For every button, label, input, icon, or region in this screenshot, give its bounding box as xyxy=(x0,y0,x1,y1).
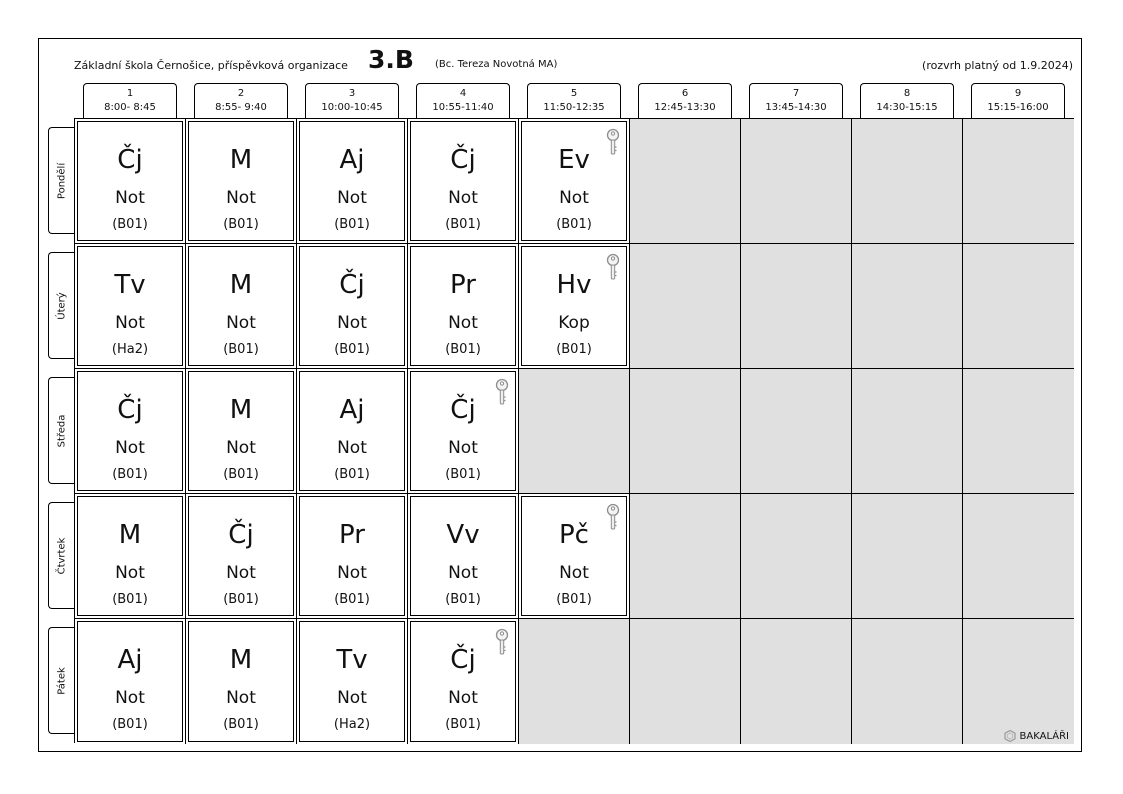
lesson-teacher: Not xyxy=(115,313,145,333)
period-number: 9 xyxy=(1014,88,1022,99)
brand-footer xyxy=(1004,730,1069,742)
period-number: 2 xyxy=(237,88,245,99)
empty-cell xyxy=(852,494,963,619)
lesson-box xyxy=(410,246,516,366)
period-time: 15:15-16:00 xyxy=(987,102,1049,113)
lesson-cell[interactable] xyxy=(186,619,297,744)
lesson-subject: Aj xyxy=(117,645,143,675)
lesson-room: (B01) xyxy=(445,467,481,482)
day-header-4 xyxy=(48,502,74,609)
lesson-cell[interactable] xyxy=(408,244,519,369)
lesson-subject: M xyxy=(229,270,253,300)
valid-from: (rozvrh platný od 1.9.2024) xyxy=(922,59,1073,72)
bakalari-logo-icon xyxy=(1004,730,1016,742)
lesson-cell[interactable] xyxy=(75,494,186,619)
empty-cell xyxy=(630,494,741,619)
empty-cell xyxy=(741,119,852,244)
lesson-box xyxy=(77,246,183,366)
period-time: 10:55-11:40 xyxy=(432,102,494,113)
period-header-7 xyxy=(749,83,843,118)
lesson-box xyxy=(77,371,183,491)
lesson-room: (B01) xyxy=(112,217,148,232)
lesson-teacher: Not xyxy=(115,438,145,458)
lesson-box xyxy=(410,371,516,491)
lesson-box xyxy=(299,121,405,241)
period-header-8 xyxy=(860,83,954,118)
lesson-cell[interactable] xyxy=(519,244,630,369)
lesson-teacher: Not xyxy=(337,188,367,208)
lesson-subject: Hv xyxy=(556,270,592,300)
lesson-box xyxy=(299,246,405,366)
day-name: Čtvrtek xyxy=(56,537,67,574)
lesson-cell[interactable] xyxy=(186,494,297,619)
lesson-subject: Aj xyxy=(339,395,365,425)
lesson-box xyxy=(410,121,516,241)
empty-cell xyxy=(630,244,741,369)
lesson-subject: Vv xyxy=(446,520,480,550)
lesson-room: (B01) xyxy=(556,342,592,357)
lesson-cell[interactable] xyxy=(408,494,519,619)
period-time: 14:30-15:15 xyxy=(876,102,938,113)
lesson-room: (B01) xyxy=(334,467,370,482)
timetable-grid xyxy=(74,118,1074,743)
empty-cell xyxy=(963,619,1074,744)
lesson-room: (B01) xyxy=(445,217,481,232)
day-name: Středa xyxy=(56,414,67,447)
empty-cell xyxy=(519,369,630,494)
period-number: 5 xyxy=(570,88,578,99)
lesson-teacher: Not xyxy=(448,313,478,333)
lesson-room: (B01) xyxy=(556,217,592,232)
lesson-teacher: Not xyxy=(226,313,256,333)
lesson-cell[interactable] xyxy=(408,369,519,494)
lesson-teacher: Not xyxy=(337,563,367,583)
lesson-teacher: Not xyxy=(448,438,478,458)
period-time: 11:50-12:35 xyxy=(543,102,605,113)
lesson-subject: M xyxy=(229,395,253,425)
period-time: 8:55- 9:40 xyxy=(215,102,267,113)
lesson-box xyxy=(299,371,405,491)
lesson-teacher: Not xyxy=(115,563,145,583)
period-number: 1 xyxy=(126,88,134,99)
day-header-1 xyxy=(48,127,74,234)
period-time: 12:45-13:30 xyxy=(654,102,716,113)
lesson-teacher: Not xyxy=(115,188,145,208)
lesson-teacher: Not xyxy=(559,188,589,208)
lesson-room: (B01) xyxy=(223,467,259,482)
lesson-room: (B01) xyxy=(445,342,481,357)
lesson-room: (B01) xyxy=(334,342,370,357)
lesson-room: (Ha2) xyxy=(333,717,371,732)
lesson-teacher: Not xyxy=(448,563,478,583)
empty-cell xyxy=(963,119,1074,244)
day-name: Úterý xyxy=(56,291,67,320)
lesson-teacher: Not xyxy=(448,688,478,708)
empty-cell xyxy=(963,494,1074,619)
lesson-teacher: Not xyxy=(226,563,256,583)
day-header-3 xyxy=(48,377,74,484)
lesson-subject: Čj xyxy=(450,645,476,675)
lesson-room: (B01) xyxy=(445,717,481,732)
lesson-teacher: Not xyxy=(337,438,367,458)
period-number: 6 xyxy=(681,88,689,99)
lesson-cell[interactable] xyxy=(297,619,408,744)
lesson-cell[interactable] xyxy=(75,369,186,494)
lesson-room: (Ha2) xyxy=(111,342,149,357)
empty-cell xyxy=(630,369,741,494)
lesson-teacher: Not xyxy=(448,188,478,208)
lesson-room: (B01) xyxy=(223,217,259,232)
lesson-subject: Tv xyxy=(336,645,368,675)
lesson-cell[interactable] xyxy=(75,619,186,744)
class-teacher: (Bc. Tereza Novotná MA) xyxy=(435,59,558,70)
lesson-cell[interactable] xyxy=(297,369,408,494)
school-name: Základní škola Černošice, příspěvková organizace xyxy=(74,59,348,72)
lesson-box xyxy=(188,246,294,366)
key-icon xyxy=(606,503,620,531)
lesson-box xyxy=(188,496,294,616)
lesson-teacher: Kop xyxy=(558,313,590,333)
lesson-box xyxy=(77,496,183,616)
lesson-subject: Čj xyxy=(117,145,143,175)
lesson-cell[interactable] xyxy=(519,494,630,619)
day-name: Pátek xyxy=(56,666,67,695)
period-time: 10:00-10:45 xyxy=(321,102,383,113)
lesson-teacher: Not xyxy=(226,438,256,458)
period-header-5 xyxy=(527,83,621,118)
lesson-box xyxy=(521,246,627,366)
lesson-room: (B01) xyxy=(334,592,370,607)
lesson-subject: Čj xyxy=(339,270,365,300)
lesson-room: (B01) xyxy=(223,717,259,732)
brand-name: BAKALÁŘI xyxy=(1019,730,1069,742)
empty-cell xyxy=(852,619,963,744)
period-number: 3 xyxy=(348,88,356,99)
period-header-3 xyxy=(305,83,399,118)
day-header-5 xyxy=(48,627,74,734)
key-icon xyxy=(495,628,509,656)
lesson-box xyxy=(188,371,294,491)
lesson-box xyxy=(188,621,294,742)
lesson-subject: Aj xyxy=(339,145,365,175)
lesson-room: (B01) xyxy=(112,717,148,732)
lesson-box xyxy=(410,621,516,742)
lesson-subject: Čj xyxy=(450,145,476,175)
day-name: Pondělí xyxy=(56,162,67,199)
lesson-cell[interactable] xyxy=(75,244,186,369)
lesson-cell[interactable] xyxy=(519,119,630,244)
period-number: 4 xyxy=(459,88,467,99)
empty-cell xyxy=(630,619,741,744)
key-icon xyxy=(606,253,620,281)
empty-cell xyxy=(741,244,852,369)
lesson-cell[interactable] xyxy=(297,244,408,369)
lesson-subject: Čj xyxy=(117,395,143,425)
day-header-2 xyxy=(48,252,74,359)
lesson-room: (B01) xyxy=(556,592,592,607)
lesson-teacher: Not xyxy=(115,688,145,708)
class-name: 3.B xyxy=(368,45,414,74)
empty-cell xyxy=(963,369,1074,494)
lesson-cell[interactable] xyxy=(186,119,297,244)
lesson-cell[interactable] xyxy=(186,244,297,369)
lesson-room: (B01) xyxy=(223,592,259,607)
lesson-box xyxy=(188,121,294,241)
lesson-cell[interactable] xyxy=(297,494,408,619)
lesson-box xyxy=(299,621,405,742)
lesson-subject: M xyxy=(118,520,142,550)
period-time: 13:45-14:30 xyxy=(765,102,827,113)
empty-cell xyxy=(630,119,741,244)
key-icon xyxy=(495,378,509,406)
empty-cell xyxy=(741,619,852,744)
lesson-teacher: Not xyxy=(337,688,367,708)
lesson-subject: Čj xyxy=(450,395,476,425)
lesson-subject: Ev xyxy=(558,145,590,175)
lesson-room: (B01) xyxy=(223,342,259,357)
empty-cell xyxy=(852,244,963,369)
empty-cell xyxy=(963,244,1074,369)
lesson-subject: Tv xyxy=(114,270,146,300)
lesson-box xyxy=(77,121,183,241)
empty-cell xyxy=(852,119,963,244)
key-icon xyxy=(606,128,620,156)
lesson-subject: Pr xyxy=(339,520,365,550)
lesson-box xyxy=(299,496,405,616)
period-header-9 xyxy=(971,83,1065,118)
empty-cell xyxy=(741,369,852,494)
empty-cell xyxy=(519,619,630,744)
lesson-cell[interactable] xyxy=(408,119,519,244)
lesson-teacher: Not xyxy=(337,313,367,333)
period-time: 8:00- 8:45 xyxy=(104,102,156,113)
lesson-subject: M xyxy=(229,145,253,175)
lesson-teacher: Not xyxy=(226,188,256,208)
period-number: 7 xyxy=(792,88,800,99)
period-header-1 xyxy=(83,83,177,118)
empty-cell xyxy=(741,494,852,619)
period-number: 8 xyxy=(903,88,911,99)
lesson-cell[interactable] xyxy=(408,619,519,744)
lesson-subject: Pč xyxy=(559,520,589,550)
lesson-cell[interactable] xyxy=(297,119,408,244)
lesson-box xyxy=(77,621,183,742)
period-header-4 xyxy=(416,83,510,118)
lesson-room: (B01) xyxy=(334,217,370,232)
lesson-box xyxy=(521,496,627,616)
lesson-room: (B01) xyxy=(112,592,148,607)
period-header-2 xyxy=(194,83,288,118)
lesson-room: (B01) xyxy=(112,467,148,482)
lesson-subject: Čj xyxy=(228,520,254,550)
lesson-box xyxy=(410,496,516,616)
lesson-room: (B01) xyxy=(445,592,481,607)
period-header-6 xyxy=(638,83,732,118)
lesson-teacher: Not xyxy=(559,563,589,583)
lesson-subject: Pr xyxy=(450,270,476,300)
lesson-teacher: Not xyxy=(226,688,256,708)
lesson-box xyxy=(521,121,627,241)
empty-cell xyxy=(852,369,963,494)
lesson-cell[interactable] xyxy=(75,119,186,244)
lesson-cell[interactable] xyxy=(186,369,297,494)
lesson-subject: M xyxy=(229,645,253,675)
